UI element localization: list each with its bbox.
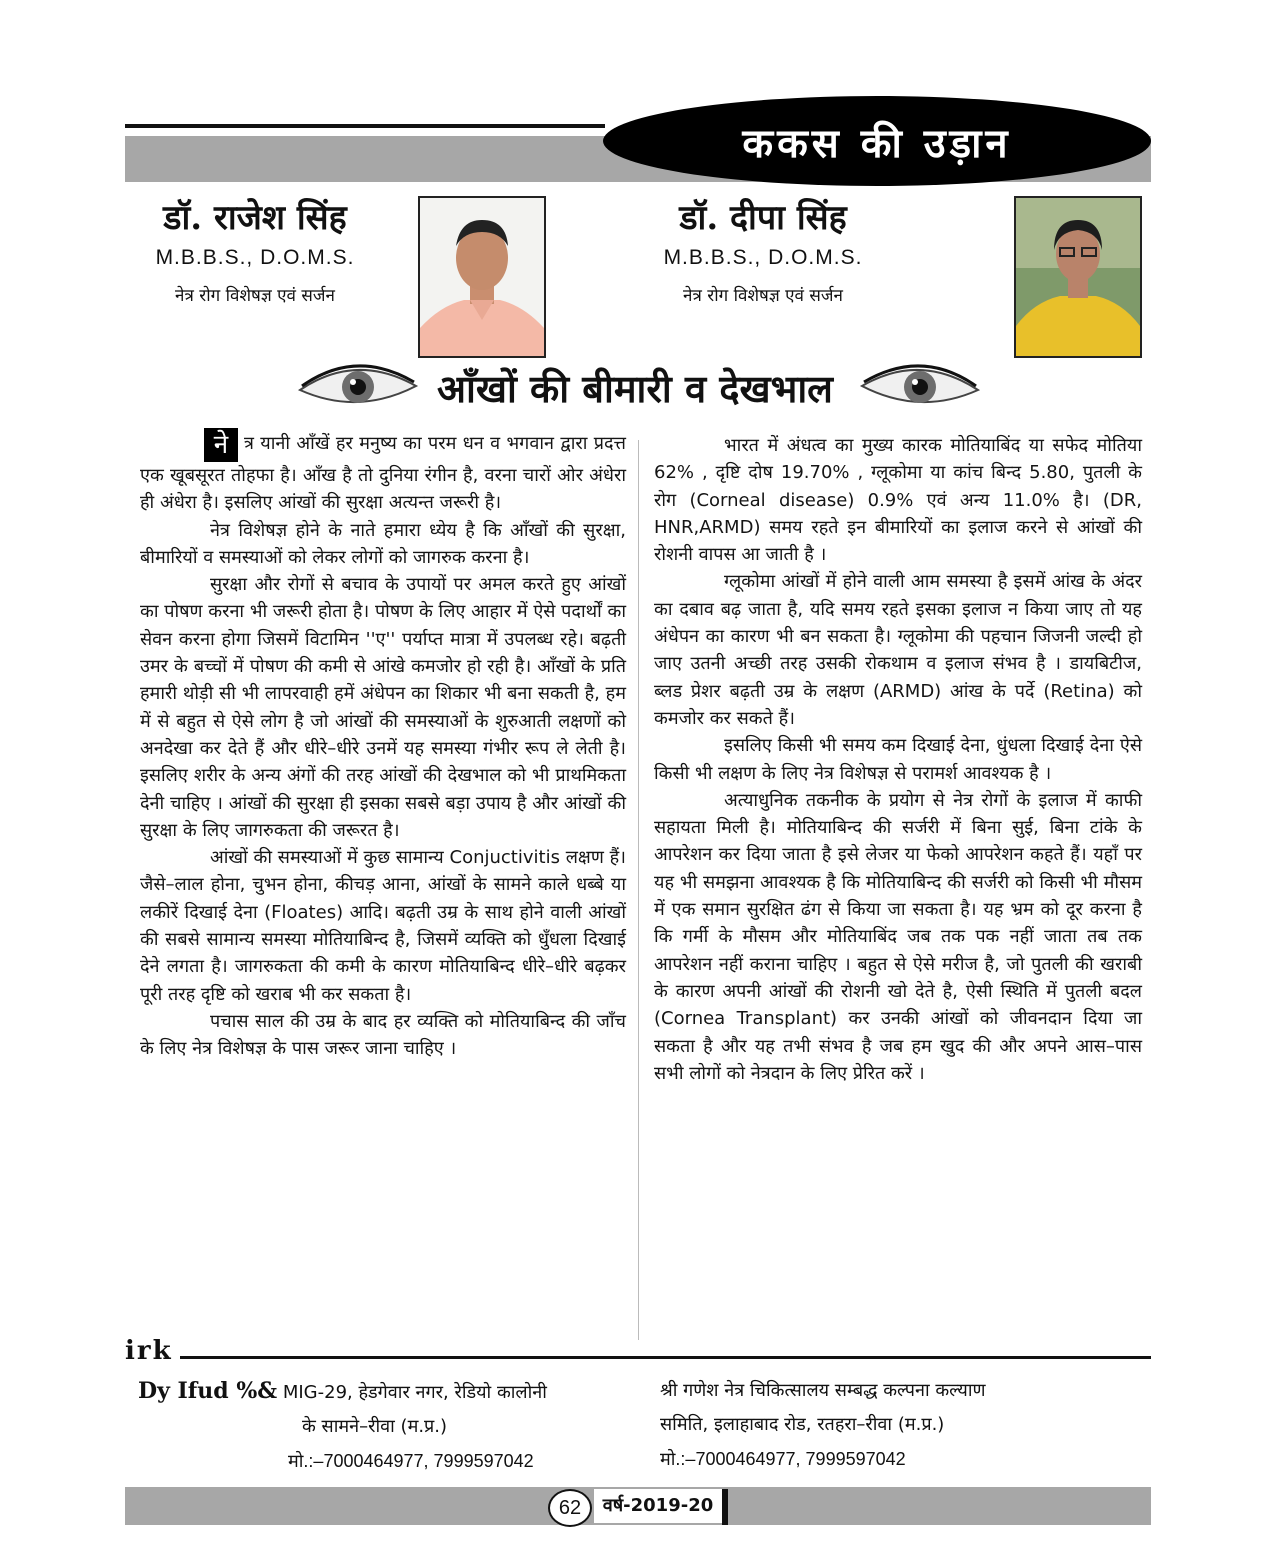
left-phone: मो.:–7000464977, 7999597042 [288,1451,534,1471]
dropcap: ने [204,428,238,462]
paragraph: अत्याधुनिक तकनीक के प्रयोग से नेत्र रोगों के इलाज में काफी सहायता मिली है। मोतियाबिन्द की सर्जरी में बिना सुई, बिना टांके के आपरेशन कर दिया जाता है इसे लेजर या फेको आपरेशन कहते हैं। यहाँ पर यह भी समझना आवश्यक है कि मोतियाबिन्द की सर्जरी को किसी भी मौसम में एक समान सुरक्षित ढंग से किया जा सकता है। यह भ्रम को दूर करना है कि गर्मी के मौसम और मोतियाबिंद जब तक पक नहीं जाता तब तक आपरेशन नहीं कराना चाहिए । बहुत से ऐसे मरीज है, जो पुतली की खराबी के कारण अपनी आंखों की रोशनी खो देते है, ऐसी स्थिति में पुतली बदल (Cornea Transplant) कर उनकी आंखों को जीवनदान दिया जा सकता है और यह तभी संभव है जब हम खुद की और अपने आस–पास सभी लोगों को नेत्रदान के लिए प्रेरित करें । [654,789,1142,1084]
doctor-1-degree: M.B.B.S., D.O.M.S. [155,246,355,269]
doctor-2-photo [1014,196,1142,358]
paragraph: ने त्र यानी आँखें हर मनुष्य का परम धन व भगवान द्वारा प्रदत्त एक खूबसूरत तोहफा है। आँख है तो दुनिया रंगीन है, वरना चारों ओर अंधेरा ही अंधेरा है। इसलिए आंखों की सुरक्षा अत्यन्त जरूरी है। [140,430,626,514]
issue-year: वर्ष-2019-20 [594,1489,722,1523]
paragraph: इसलिए किसी भी समय कम दिखाई देना, धुंधला दिखाई देना ऐसे किसी भी लक्षण के लिए नेत्र विशेषज्ञ से परामर्श आवश्यक है । [654,735,1142,784]
left-address-line-2: के सामने–रीवा (म.प्र.) [302,1416,448,1437]
paragraph: पचास साल की उम्र के बाद हर व्यक्ति को मोतियाबिन्द की जाँच के लिए नेत्र विशेषज्ञ के पास जरूर जाना चाहिए । [140,1010,626,1060]
address-label: Dy Ifud %& [138,1378,278,1404]
article-right-column [654,432,1142,1087]
doctor-1-photo [418,196,546,358]
paragraph: सुरक्षा और रोगों से बचाव के उपायों पर अमल करते हुए आंखों का पोषण करना भी जरूरी होता है। पोषण के लिए आहार में ऐसे पदार्थों का सेवन करना होगा जिसमें विटामिन ''ए'' पर्याप्त मात्रा में उपलब्ध रहे। बढ़ती उमर के बच्चों में पोषण की कमी से आंखे कमजोर हो रही है। आँखों के प्रति हमारी थोड़ी सी भी लापरवाही हमें अंधेपन का शिकार भी बना सकती है, हम में से बहुत से ऐसे लोग है जो आंखों की समस्याओं के शुरुआती लक्षणों को अनदेखा कर देते हैं और धीरे–धीरे उनमें यह समस्या गंभीर रूप ले लेती है। इसलिए शरीर के अन्य अंगों की तरह आंखों की देखभाल को भी प्राथमिकता देनी चाहिए । आंखों की सुरक्षा ही इसका सबसे बड़ा उपाय है और आंखों की सुरक्षा के लिए जागरुकता की जरूरत है। [140,574,626,841]
article-left-column [140,428,626,1063]
page-number: 62 [548,1489,592,1527]
doctor-2-name: डॉ. दीपा सिंह [679,198,847,238]
doctor-2-degree: M.B.B.S., D.O.M.S. [663,246,863,269]
column-divider [638,440,639,1340]
doctor-2-specialty: नेत्र रोग विशेषज्ञ एवं सर्जन [683,286,843,306]
right-phone: मो.:–7000464977, 7999597042 [660,1449,906,1469]
footer-rule [180,1356,1151,1359]
year-bar [722,1489,728,1525]
left-address-line-1: Dy Ifud %& MIG-29, हेडगेवार नगर, रेडियो कालोनी [138,1378,547,1404]
paragraph: आंखों की समस्याओं में कुछ सामान्य Conjuctivitis लक्षण हैं। जैसे–लाल होना, चुभन होना, कीचड़ आना, आंखों के सामने काले धब्बे या लकीरें दिखाई देना (Floates) आदि। बढ़ती उम्र के साथ होने वाली आंखों की सबसे सामान्य समस्या मोतियाबिन्द है, जिसमें व्यक्ति को धुँधला दिखाई देने लगता है। जागरुकता की कमी के कारण मोतियाबिन्द धीरे–धीरे बढ़कर पूरी तरह दृष्टि को खराब भी कर सकता है। [140,847,626,1005]
paragraph: भारत में अंधत्व का मुख्य कारक मोतियाबिंद या सफेद मोतिया 62% , दृष्टि दोष 19.70% , ग्लूकोमा या कांच बिन्द 5.80, पुतली के रोग (Corneal disease) 0.9% एवं अन्य 11.0% है। (DR, HNR,ARMD) समय रहते इन बीमारियों का इलाज करने से आंखों की रोशनी वापस आ जाती है । [654,435,1142,566]
right-eye-icon [858,356,982,418]
left-address [138,1374,638,1478]
paragraph: नेत्र विशेषज्ञ होने के नाते हमारा ध्येय है कि आँखों की सुरक्षा, बीमारियों व समस्याओं को लेकर लोगों को जागरुक करना है। [140,519,626,568]
doctor-1-name: डॉ. राजेश सिंह [163,198,347,238]
article-title: आँखों की बीमारी व देखभाल [437,366,833,411]
magazine-title: ककस की उड़ान [603,96,1151,186]
right-address-line-2: समिति, इलाहाबाद रोड, रतहरा–रीवा (म.प्र.) [660,1414,945,1435]
doctor-1-specialty: नेत्र रोग विशेषज्ञ एवं सर्जन [175,286,335,306]
paragraph: ग्लूकोमा आंखों में होने वाली आम समस्या है इसमें आंख के अंदर का दबाव बढ़ जाता है, यदि समय रहते इसका इलाज न किया जाए तो यह अंधेपन का कारण भी बन सकता है। ग्लूकोमा की पहचान जिजनी जल्दी हो जाए उतनी अच्छी तरह उसकी रोकथाम व इलाज संभव है । डायबिटीज, ब्लड प्रेशर बढ़ती उम्र के लक्षण (ARMD) आंख के पर्दे (Retina) को कमजोर कर सकते हैं। [654,571,1142,729]
right-address [660,1374,1150,1476]
contact-section-label: irk [125,1336,173,1366]
left-eye-icon [296,356,420,418]
header-rule [125,124,605,128]
right-address-line-1: श्री गणेश नेत्र चिकित्सालय सम्बद्ध कल्पना कल्याण [660,1380,986,1401]
